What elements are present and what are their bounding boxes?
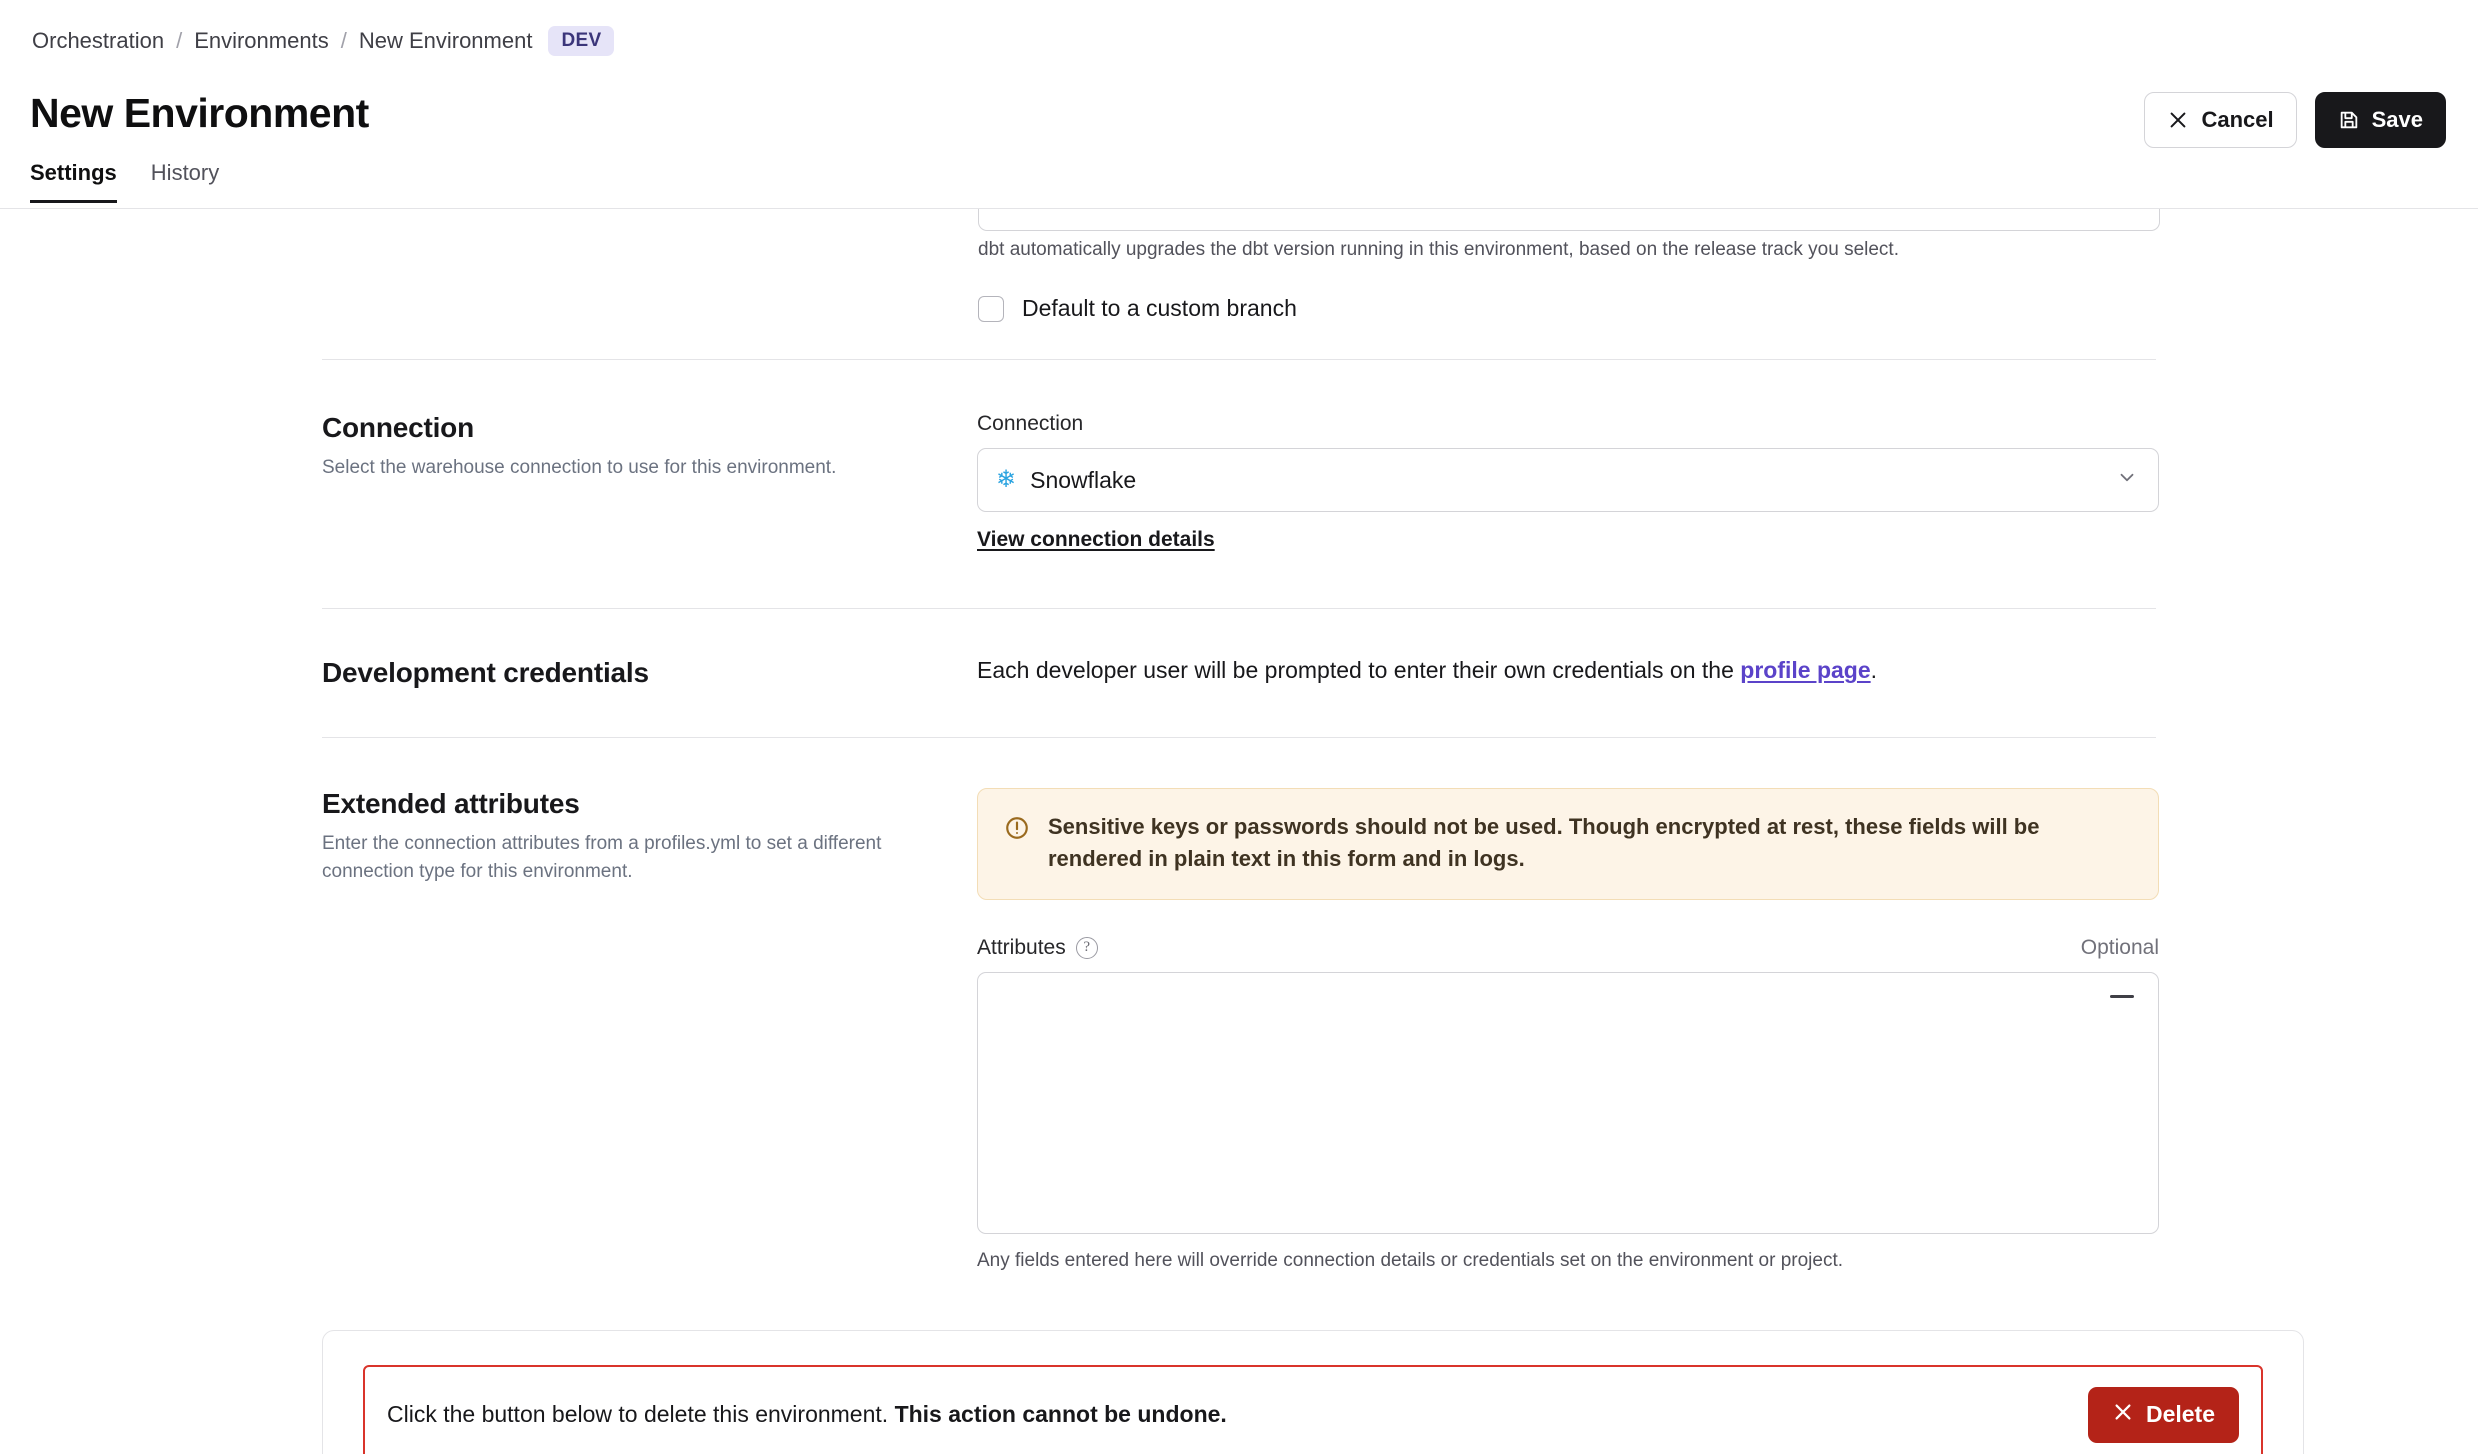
extended-attributes-description: Enter the connection attributes from a profiles.yml to set a different connection type for this environment. [322, 833, 882, 882]
connection-section [0, 360, 2478, 608]
attributes-helper-text: Any fields entered here will override connection details or credentials set on the environment or project. [977, 1249, 1844, 1271]
alert-circle-icon [1004, 815, 1030, 875]
breadcrumb-separator: / [340, 28, 347, 53]
breadcrumb-separator: / [176, 28, 183, 53]
chevron-down-icon [2116, 467, 2138, 494]
save-button-label: Save [2371, 107, 2423, 132]
extended-attributes-info [322, 788, 977, 1272]
extended-attributes-body [977, 788, 2157, 1272]
view-connection-details-link[interactable]: View connection details [977, 528, 1215, 551]
page-title: New Environment [30, 90, 369, 136]
connection-select[interactable] [977, 448, 2159, 512]
header-actions [2144, 92, 2446, 148]
attributes-label: Attributes [977, 935, 1066, 959]
connection-section-info [322, 412, 977, 552]
development-credentials-info [322, 657, 977, 689]
snowflake-icon: ❄ [996, 466, 1017, 493]
development-credentials-body [977, 657, 2157, 689]
help-circle-icon[interactable]: ? [1076, 937, 1098, 959]
breadcrumb-item-orchestration[interactable]: Orchestration [32, 28, 165, 53]
cancel-button-label: Cancel [2201, 107, 2274, 132]
attributes-editor[interactable] [977, 972, 2159, 1234]
connection-section-description: Select the warehouse connection to use for this environment. [322, 457, 837, 478]
extended-attributes-title: Extended attributes [322, 788, 580, 819]
dev-credentials-text-before: Each developer user will be prompted to enter their own credentials on the [977, 657, 1741, 683]
development-credentials-title: Development credentials [322, 657, 649, 688]
collapse-icon[interactable] [2110, 995, 2134, 998]
attributes-optional-label: Optional [2080, 935, 2159, 959]
custom-branch-row [978, 295, 1297, 322]
sensitive-keys-warning [977, 788, 2159, 900]
danger-zone-wrapper [0, 1312, 2478, 1454]
connection-section-fields [977, 412, 2157, 552]
release-track-helper: dbt automatically upgrades the dbt version running in this environment, based on the release track you select. [978, 239, 1899, 260]
save-disk-icon [2338, 109, 2360, 131]
delete-button[interactable] [2088, 1387, 2239, 1443]
attributes-label-group [977, 936, 1098, 960]
connection-field-label: Connection [977, 412, 1084, 435]
settings-content [0, 209, 2478, 1454]
custom-branch-checkbox[interactable] [978, 296, 1004, 322]
connection-section-title: Connection [322, 412, 474, 443]
breadcrumb [32, 26, 614, 56]
danger-zone-text [387, 1401, 1227, 1428]
close-icon [2167, 109, 2189, 131]
tab-bar [30, 160, 219, 203]
connection-select-value: Snowflake [1030, 466, 1137, 493]
status-badge-dev: DEV [548, 26, 614, 56]
tab-settings[interactable]: Settings [30, 160, 117, 203]
close-icon [2112, 1401, 2134, 1429]
delete-button-label: Delete [2145, 1401, 2215, 1428]
extended-attributes-section [0, 738, 2478, 1312]
danger-zone-highlight [363, 1365, 2263, 1454]
save-button[interactable] [2315, 92, 2446, 148]
dev-credentials-text-after: . [1870, 657, 1878, 683]
danger-zone-text-normal: Click the button below to delete this environment. [387, 1401, 895, 1428]
tab-history[interactable]: History [150, 160, 220, 185]
release-track-select[interactable] [978, 209, 2160, 231]
development-credentials-section [0, 609, 2478, 737]
attributes-header [977, 936, 2159, 960]
cancel-button[interactable] [2144, 92, 2296, 148]
custom-branch-label: Default to a custom branch [1022, 295, 1297, 321]
sensitive-keys-warning-text: Sensitive keys or passwords should not be used. Though encrypted at rest, these fields will be rendered in plain text in this form and in logs. [1048, 814, 2040, 871]
breadcrumb-item-environments[interactable]: Environments [194, 28, 329, 53]
general-section [0, 209, 2478, 359]
danger-zone-card [322, 1330, 2304, 1454]
breadcrumb-item-new-environment[interactable]: New Environment [358, 28, 533, 53]
danger-zone-text-bold: This action cannot be undone. [894, 1401, 1227, 1428]
profile-page-link[interactable]: profile page [1740, 657, 1871, 683]
